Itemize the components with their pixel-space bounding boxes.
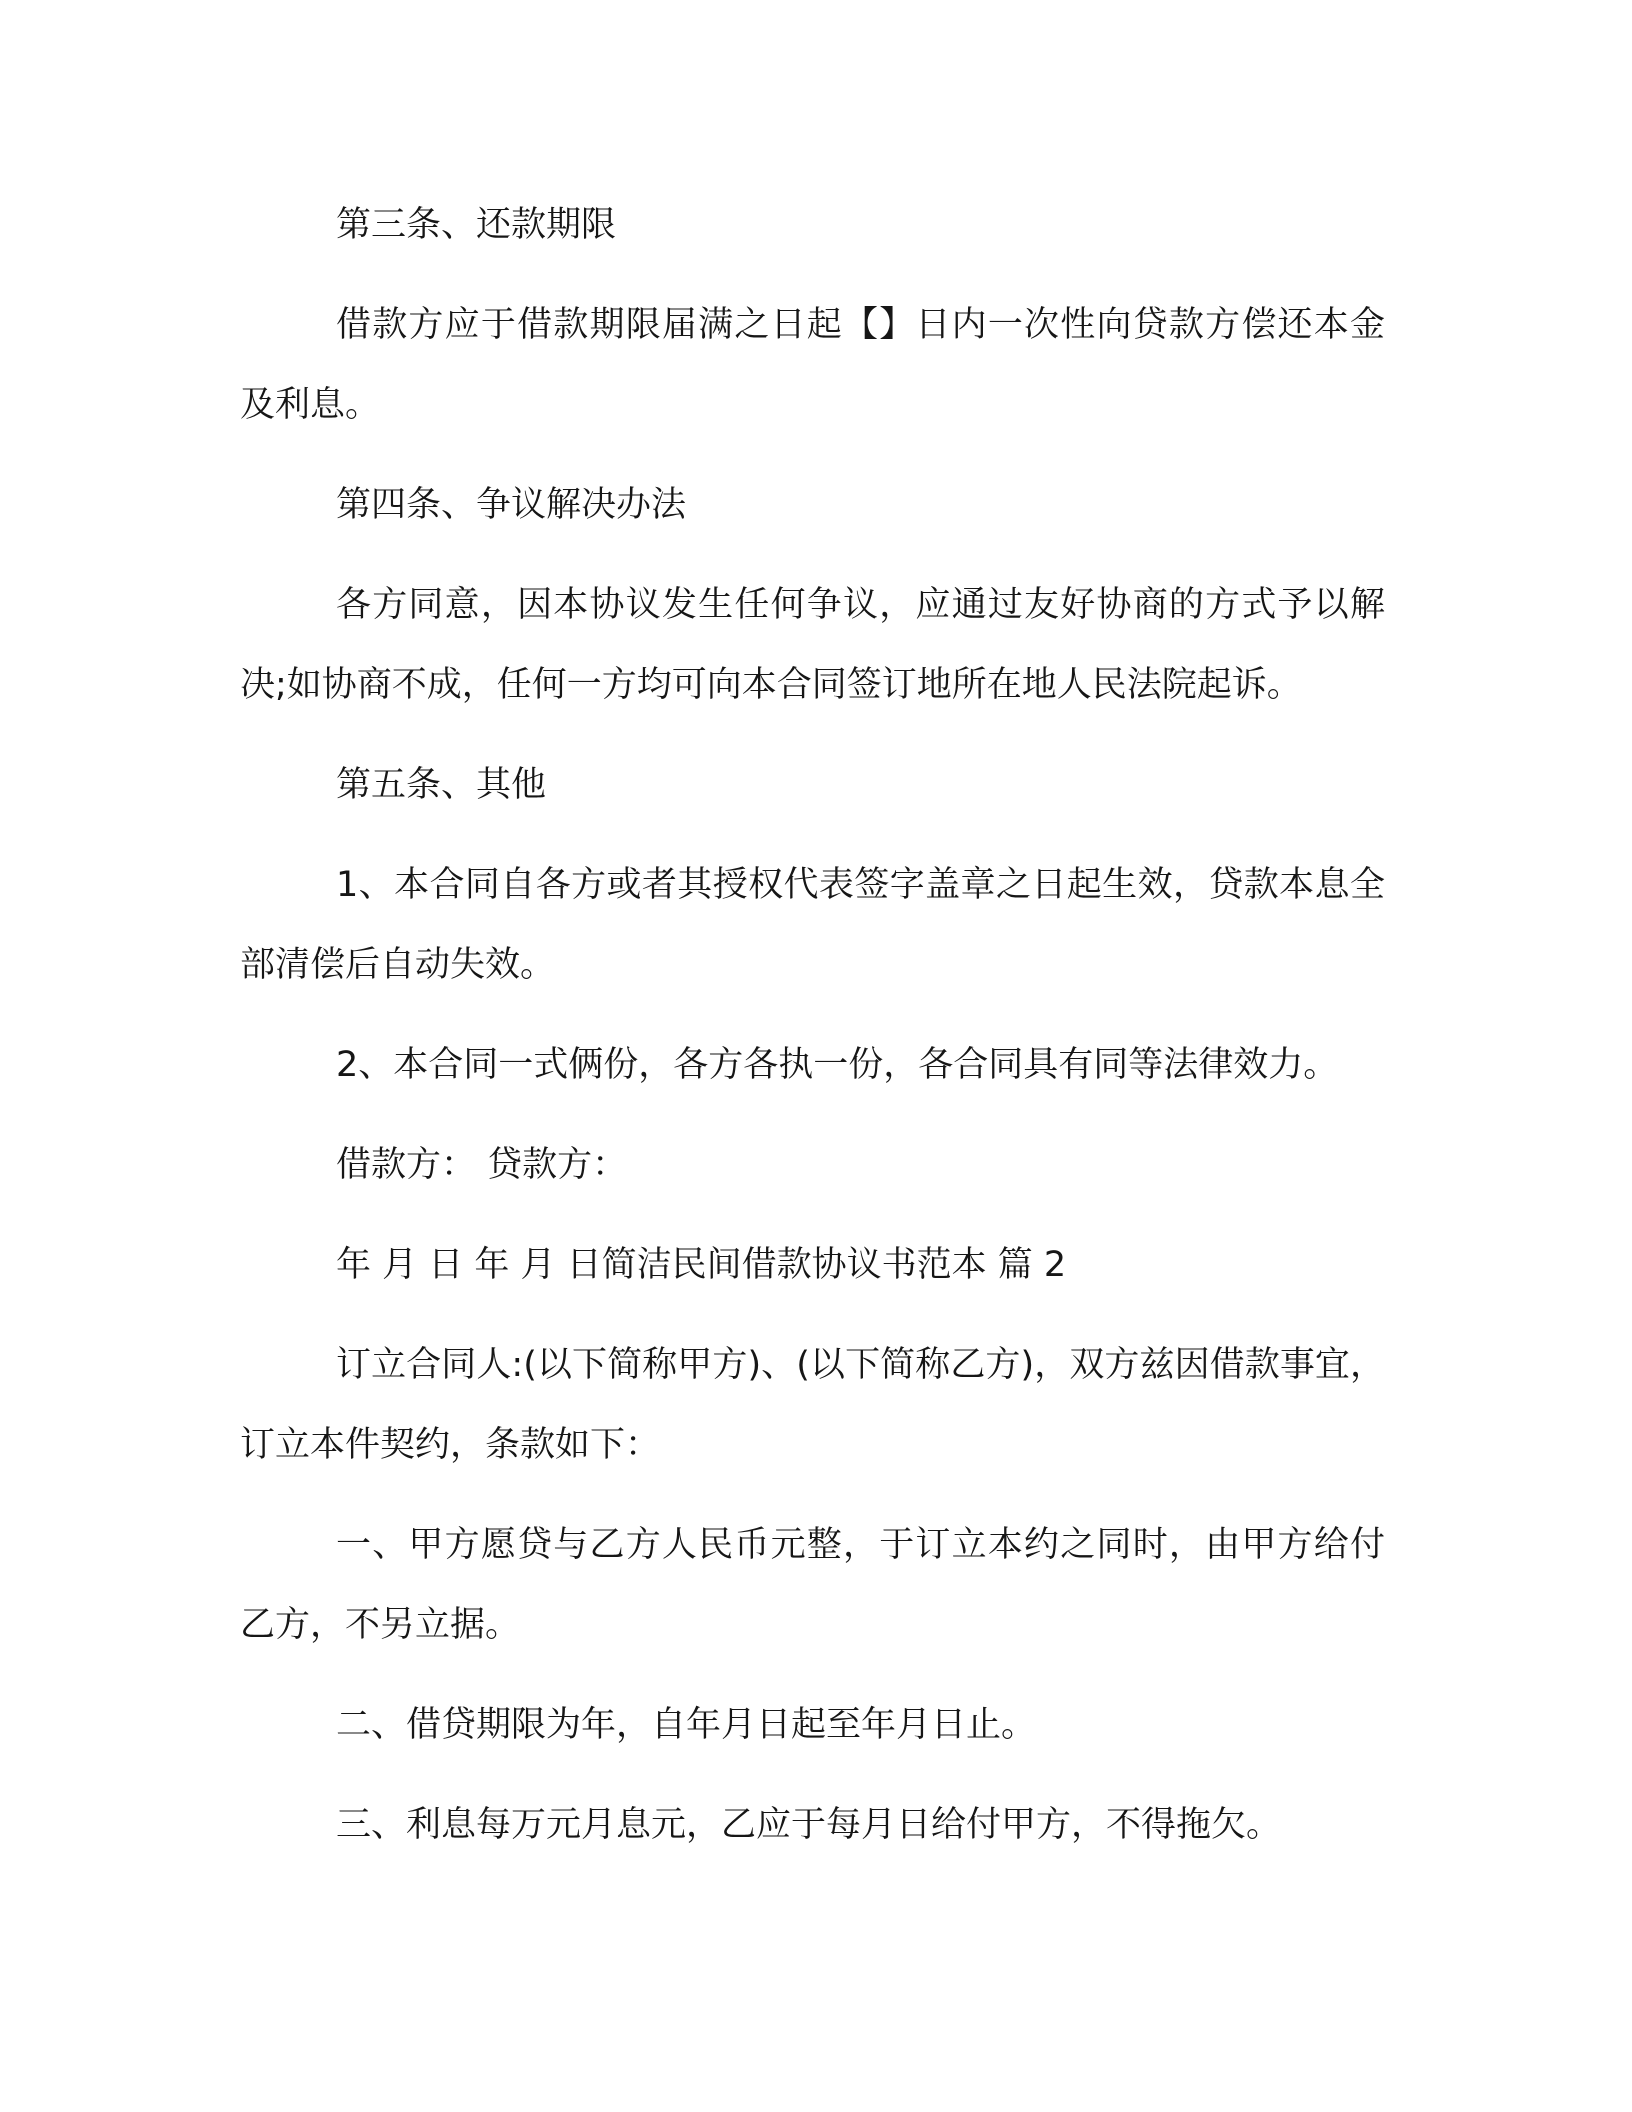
article-5-heading: 第五条、其他 [336,765,547,805]
article-4-text: 各方同意，因本协议发生任何争议，应通过友好协商的方式予以解决;如协商不成，任何一方均可向本合同签订地所在地人民法院起诉。 [240,585,1385,705]
date-and-template-title: 年 月 日 年 月 日简洁民间借款协议书范本 篇 2 [336,1245,1067,1285]
clause-3: 三、利息每万元月息元，乙应于每月日给付甲方，不得拖欠。 [336,1805,1282,1845]
clause-2: 二、借贷期限为年，自年月日起至年月日止。 [336,1705,1037,1745]
contract-intro: 订立合同人:(以下简称甲方)、(以下简称乙方)，双方兹因借款事宜，订立本件契约，条款如下： [240,1345,1385,1465]
document-body [240,185,1385,1885]
article-5-item-2: 2、本合同一式俩份，各方各执一份，各合同具有同等法律效力。 [336,1045,1339,1085]
signature-line: 借款方： 贷款方： [336,1145,628,1185]
clause-1: 一、甲方愿贷与乙方人民币元整，于订立本约之同时，由甲方给付乙方，不另立据。 [240,1525,1385,1645]
article-3-text: 借款方应于借款期限届满之日起【】日内一次性向贷款方偿还本金及利息。 [240,305,1385,425]
article-5-item-1: 1、本合同自各方或者其授权代表签字盖章之日起生效，贷款本息全部清偿后自动失效。 [240,865,1385,985]
article-4-heading: 第四条、争议解决办法 [336,485,687,525]
article-3-heading: 第三条、还款期限 [336,205,617,245]
